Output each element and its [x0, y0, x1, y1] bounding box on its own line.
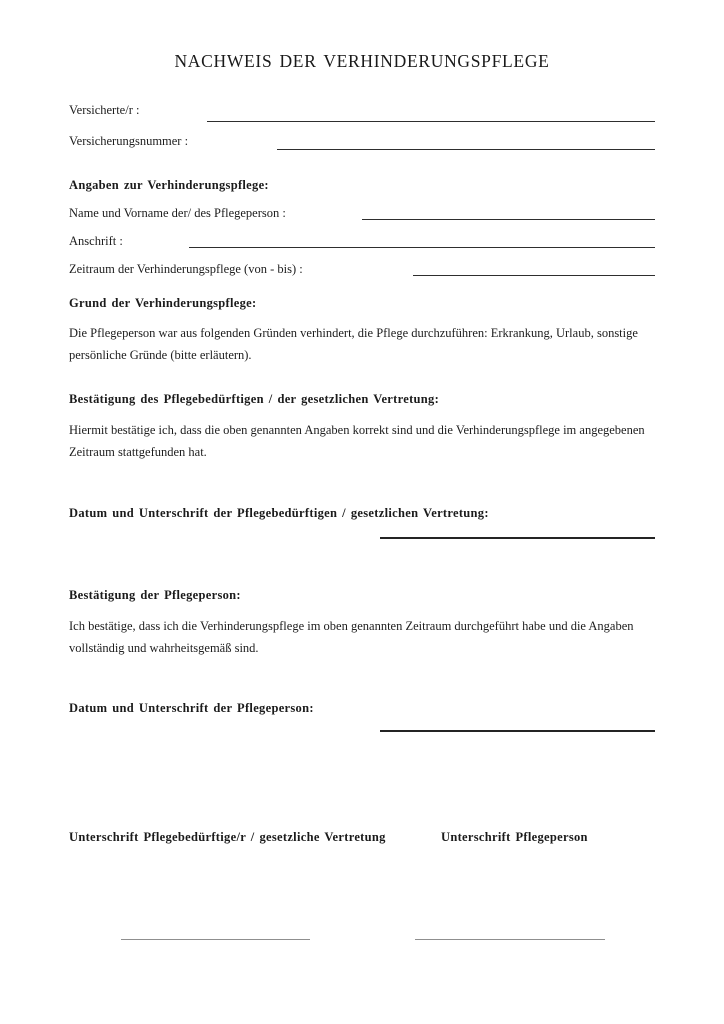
footer-signature-left-label: Unterschrift Pflegebedürftige/r / gesetzliche Vertretung	[69, 830, 386, 844]
caregiver-name-fill-line	[362, 219, 655, 220]
footer-signature-right-line	[415, 939, 605, 940]
insured-fill-line	[207, 121, 655, 122]
page-title: NACHWEIS DER VERHINDERUNGSPFLEGE	[174, 51, 550, 71]
caregiver-confirmation-heading: Bestätigung der Pflegeperson:	[69, 588, 241, 602]
footer-signature-left-line	[121, 939, 310, 940]
reason-body-text: Die Pflegeperson war aus folgenden Gründen verhindert, die Pflege durchzuführen: Erkrankung, Urlaub, sonstige persönliche Gründe (bitte erläutern).	[69, 326, 638, 362]
care-recipient-confirmation-heading: Bestätigung des Pflegebedürftigen / der gesetzlichen Vertretung:	[69, 392, 440, 406]
insured-label: Versicherte/r :	[69, 103, 140, 117]
address-label: Anschrift :	[69, 234, 123, 248]
caregiver-signature-line	[380, 730, 655, 732]
care-recipient-signature-line	[380, 537, 655, 539]
period-fill-line	[413, 275, 655, 276]
insurance-number-fill-line	[277, 149, 655, 150]
care-recipient-signature-heading: Datum und Unterschrift der Pflegebedürftigen / gesetzlichen Vertretung:	[69, 506, 489, 520]
care-recipient-confirmation-body: Hiermit bestätige ich, dass die oben genannten Angaben korrekt sind und die Verhinderungspflege im angegebenen Zeitraum stattgefunden hat.	[69, 423, 645, 459]
caregiver-confirmation-body: Ich bestätige, dass ich die Verhinderungspflege im oben genannten Zeitraum durchgeführt habe und die Angaben vollständig und wahrheitsgemäß sind.	[69, 619, 634, 655]
address-fill-line	[189, 247, 655, 248]
details-section-heading: Angaben zur Verhinderungspflege:	[69, 178, 269, 192]
insurance-number-label: Versicherungsnummer :	[69, 134, 189, 148]
footer-signature-right-label: Unterschrift Pflegeperson	[441, 830, 588, 844]
caregiver-signature-heading: Datum und Unterschrift der Pflegeperson:	[69, 701, 314, 715]
caregiver-name-label: Name und Vorname der/ des Pflegeperson :	[69, 206, 286, 220]
period-label: Zeitraum der Verhinderungspflege (von - bis) :	[69, 262, 303, 276]
reason-section-heading: Grund der Verhinderungspflege:	[69, 296, 257, 310]
